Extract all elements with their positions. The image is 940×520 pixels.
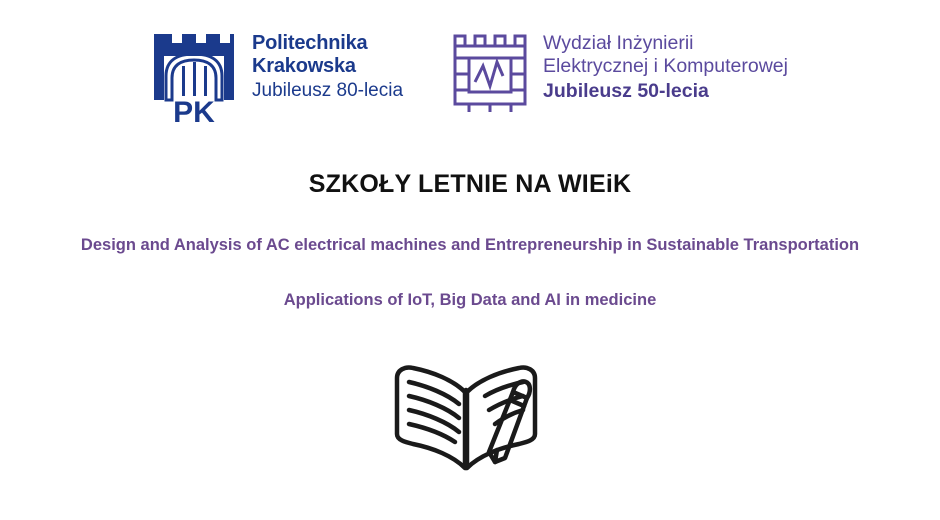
pk-logo-text bbox=[252, 32, 403, 103]
wieik-logo-text bbox=[543, 32, 788, 104]
wieik-jubilee-line: Jubileusz 50-lecia bbox=[543, 80, 709, 103]
logo-politechnika-krakowska bbox=[152, 32, 403, 129]
course-title-1: Design and Analysis of AC electrical machines and Entrepreneurship in Sustainable Transportation bbox=[80, 236, 860, 254]
wieik-line-1: Wydział Inżynierii bbox=[543, 32, 694, 54]
pk-line-2: Krakowska bbox=[252, 54, 356, 77]
logo-band bbox=[0, 32, 940, 132]
course-title-2: Applications of IoT, Big Data and AI in medicine bbox=[283, 291, 657, 309]
open-book-with-pen-icon bbox=[385, 340, 555, 490]
wieik-line-2: Elektrycznej i Komputerowej bbox=[543, 54, 788, 77]
pk-jubilee-line: Jubileusz 80-lecia bbox=[252, 80, 404, 102]
wieik-circuit-logo-icon bbox=[449, 32, 531, 121]
svg-text:PK: PK bbox=[173, 96, 215, 124]
pk-line-1: Politechnika bbox=[252, 32, 368, 54]
logo-wydzial-inzynierii bbox=[449, 32, 788, 121]
pk-crown-logo-icon bbox=[152, 32, 240, 129]
page-title: SZKOŁY LETNIE NA WIEiK bbox=[308, 170, 632, 198]
